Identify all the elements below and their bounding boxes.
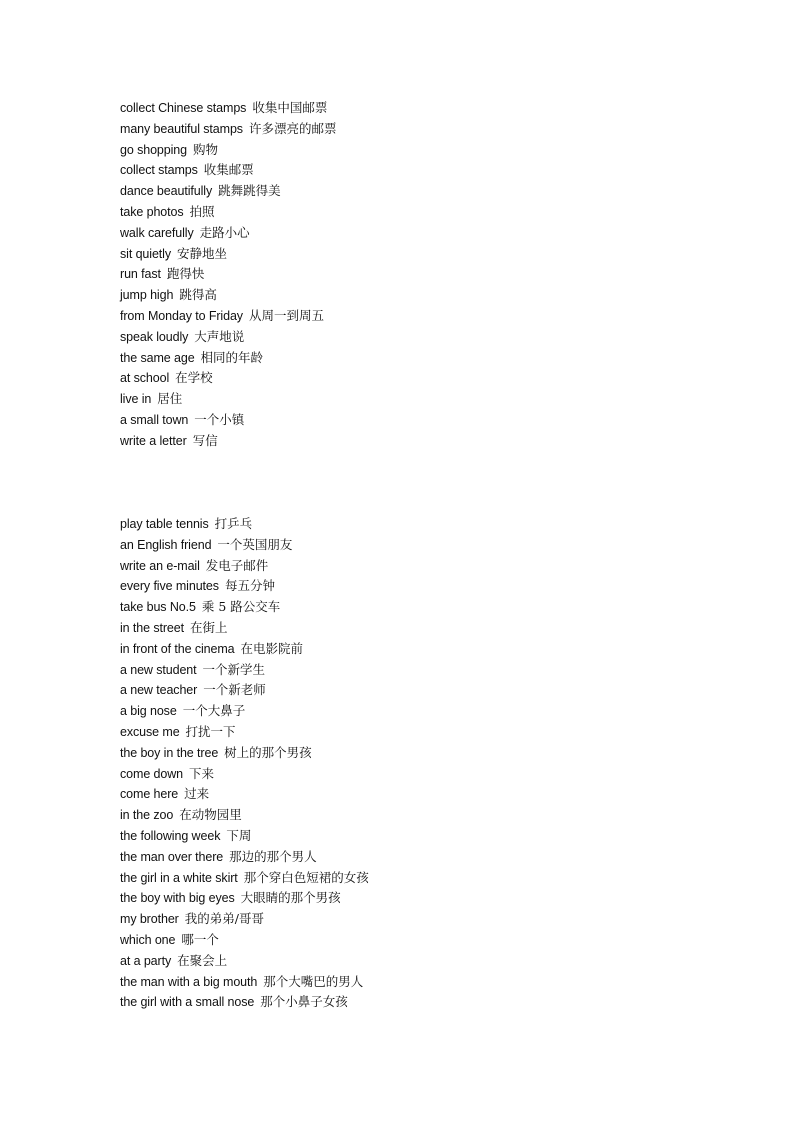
vocabulary-list-1 [120, 98, 336, 452]
vocab-entry [120, 930, 369, 951]
vocab-entry [120, 535, 369, 556]
english-phrase: excuse me [120, 724, 180, 739]
chinese-translation: 那个大嘴巴的男人 [263, 973, 364, 989]
chinese-translation: 相同的年龄 [200, 349, 264, 365]
vocab-entry [120, 701, 369, 722]
chinese-translation: 一个英国朋友 [217, 536, 293, 552]
chinese-translation: 在学校 [175, 370, 213, 386]
english-phrase: collect Chinese stamps [120, 101, 247, 115]
english-phrase: an English friend [120, 537, 212, 552]
english-phrase: the same age [120, 350, 195, 365]
english-phrase: in the zoo [120, 808, 174, 823]
english-phrase: which one [120, 932, 176, 947]
chinese-translation: 许多漂亮的邮票 [248, 120, 337, 136]
english-phrase: jump high [120, 288, 174, 303]
vocab-entry [120, 119, 336, 140]
chinese-translation: 一个新老师 [203, 682, 266, 698]
chinese-translation: 大眼睛的那个男孩 [240, 890, 341, 906]
chinese-translation: 一个小镇 [194, 411, 245, 427]
english-phrase: a small town [120, 412, 189, 427]
chinese-translation: 在电影院前 [240, 640, 304, 656]
vocab-entry [120, 264, 336, 285]
english-phrase: a new teacher [120, 683, 198, 698]
chinese-translation: 下周 [226, 827, 252, 843]
chinese-translation: 拍照 [189, 203, 215, 219]
chinese-translation: 跳舞跳得美 [218, 183, 281, 199]
vocab-entry [120, 805, 369, 826]
vocab-entry [120, 743, 369, 764]
vocab-entry [120, 888, 369, 909]
vocab-entry [120, 992, 369, 1013]
english-phrase: go shopping [120, 142, 188, 157]
chinese-translation: 树上的那个男孩 [224, 744, 312, 760]
vocab-entry [120, 285, 336, 306]
english-phrase: write an e-mail [120, 558, 200, 573]
vocab-entry [120, 140, 336, 161]
english-phrase: speak loudly [120, 329, 189, 344]
chinese-translation: 居住 [157, 391, 183, 407]
vocab-entry [120, 909, 369, 930]
english-phrase: the girl in a white skirt [120, 870, 238, 885]
english-phrase: dance beautifully [120, 184, 213, 199]
vocab-entry [120, 972, 369, 993]
english-phrase: the following week [120, 828, 221, 843]
chinese-translation: 每五分钟 [224, 578, 275, 594]
english-phrase: many beautiful stamps [120, 121, 243, 136]
chinese-translation: 一个新学生 [202, 661, 266, 677]
chinese-translation: 打乒乓 [214, 516, 253, 531]
chinese-translation: 在街上 [190, 619, 228, 635]
chinese-translation: 走路小心 [199, 224, 250, 240]
english-phrase: sit quietly [120, 246, 172, 261]
english-phrase: collect stamps [120, 163, 198, 178]
english-phrase: at a party [120, 953, 172, 968]
vocab-entry [120, 764, 369, 785]
vocab-entry [120, 368, 336, 389]
english-phrase: walk carefully [120, 225, 194, 240]
english-phrase: come here [120, 787, 179, 802]
chinese-translation: 那边的那个男人 [229, 848, 317, 864]
vocab-entry [120, 431, 336, 452]
english-phrase: write a letter [120, 433, 187, 448]
vocab-entry [120, 98, 336, 119]
english-phrase: in the street [120, 620, 185, 635]
english-phrase: play table tennis [120, 517, 209, 531]
vocab-entry [120, 181, 336, 202]
english-phrase: the man with a big mouth [120, 974, 258, 989]
vocab-entry [120, 202, 336, 223]
chinese-translation: 从周一到周五 [248, 307, 324, 323]
english-phrase: come down [120, 766, 184, 781]
vocab-entry [120, 680, 369, 701]
english-phrase: at school [120, 371, 170, 386]
vocab-entry [120, 784, 369, 805]
vocab-entry [120, 244, 336, 265]
vocab-entry [120, 660, 369, 681]
vocab-entry [120, 868, 369, 889]
vocab-entry [120, 410, 336, 431]
english-phrase: run fast [120, 267, 161, 282]
chinese-translation: 发电子邮件 [205, 557, 269, 573]
vocab-entry [120, 597, 369, 618]
chinese-translation: 收集邮票 [203, 162, 254, 178]
english-phrase: live in [120, 392, 152, 407]
vocab-entry [120, 306, 336, 327]
chinese-translation: 那个小鼻子女孩 [260, 994, 348, 1010]
english-phrase: the girl with a small nose [120, 995, 255, 1010]
vocab-entry [120, 160, 336, 181]
vocab-entry [120, 639, 369, 660]
vocab-entry [120, 576, 369, 597]
english-phrase: in front of the cinema [120, 641, 235, 656]
chinese-translation: 写信 [192, 432, 218, 448]
chinese-translation: 过来 [184, 786, 210, 802]
chinese-translation: 在动物园里 [179, 807, 242, 823]
chinese-translation: 在聚会上 [177, 952, 228, 968]
vocabulary-list-2 [120, 514, 369, 1013]
chinese-translation: 跑得快 [166, 266, 205, 282]
english-phrase: a big nose [120, 704, 177, 719]
vocab-entry [120, 826, 369, 847]
chinese-translation: 购物 [193, 141, 219, 157]
vocab-entry [120, 327, 336, 348]
chinese-translation: 安静地坐 [177, 245, 228, 261]
english-phrase: the boy with big eyes [120, 891, 235, 906]
vocab-entry [120, 348, 336, 369]
chinese-translation: 收集中国邮票 [252, 100, 328, 115]
chinese-translation: 我的弟弟/哥哥 [184, 911, 264, 927]
chinese-translation: 下来 [189, 765, 215, 781]
chinese-translation: 打扰一下 [185, 723, 236, 739]
english-phrase: the boy in the tree [120, 745, 219, 760]
english-phrase: every five minutes [120, 579, 219, 594]
chinese-translation: 哪一个 [181, 931, 219, 947]
vocab-entry [120, 951, 369, 972]
vocab-entry [120, 514, 369, 535]
vocab-entry [120, 556, 369, 577]
vocab-entry [120, 618, 369, 639]
chinese-translation: 那个穿白色短裙的女孩 [243, 869, 369, 885]
english-phrase: my brother [120, 912, 179, 927]
chinese-translation: 跳得高 [179, 287, 217, 303]
english-phrase: take photos [120, 204, 184, 219]
vocab-entry [120, 223, 336, 244]
vocab-entry [120, 389, 336, 410]
chinese-translation: 一个大鼻子 [182, 703, 246, 719]
english-phrase: a new student [120, 662, 197, 677]
vocab-entry [120, 847, 369, 868]
english-phrase: from Monday to Friday [120, 308, 243, 323]
vocab-entry [120, 722, 369, 743]
english-phrase: take bus No.5 [120, 600, 196, 615]
chinese-translation: 大声地说 [194, 328, 245, 344]
english-phrase: the man over there [120, 849, 224, 864]
chinese-translation: 乘 5 路公交车 [201, 599, 281, 615]
